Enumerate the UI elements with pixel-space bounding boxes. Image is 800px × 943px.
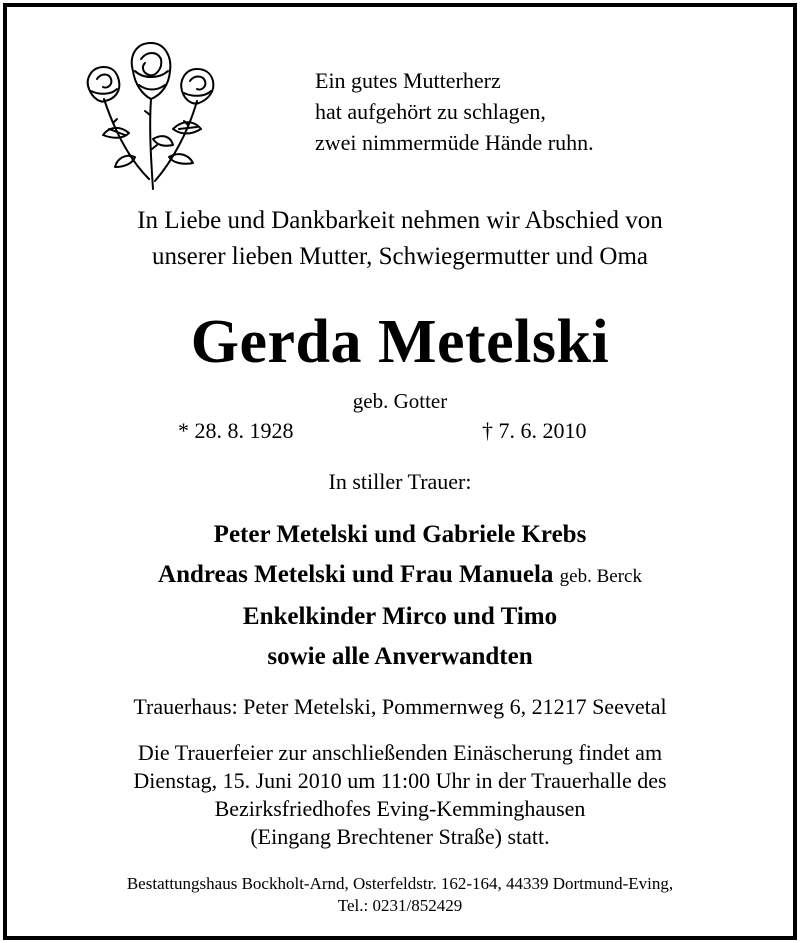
family-member: Peter Metelski und Gabriele Krebs xyxy=(213,521,587,548)
obituary-notice xyxy=(3,3,797,940)
roses-icon xyxy=(69,29,234,194)
family-member: Enkelkinder Mirco und Timo xyxy=(242,603,558,630)
family-member: sowie alle Anverwandten xyxy=(267,643,533,670)
intro-line: unserer lieben Mutter, Schwiegermutter und Oma xyxy=(151,243,649,270)
intro-text xyxy=(7,203,793,275)
birth-date: * 28. 8. 1928 xyxy=(178,418,294,443)
ceremony-line: Die Trauerfeier zur anschließenden Einäscherung findet am xyxy=(137,740,663,765)
poem-line: Ein gutes Mutterherz xyxy=(315,68,501,93)
funeral-home-info xyxy=(7,873,793,917)
maiden-name-note: geb. Berck xyxy=(559,566,642,587)
poem-line: zwei nimmermüde Hände ruhn. xyxy=(315,130,594,155)
poem-line: hat aufgehört zu schlagen, xyxy=(315,99,546,124)
family-member xyxy=(7,555,793,597)
ceremony-line: Bezirksfriedhofes Eving-Kemminghausen xyxy=(214,796,586,821)
death-date: † 7. 6. 2010 xyxy=(482,418,587,443)
family-member-name: Andreas Metelski und Frau Manuela xyxy=(158,561,554,588)
poem xyxy=(315,65,594,158)
funeral-home-phone: Tel.: 0231/852429 xyxy=(337,896,463,915)
mourning-label: In stiller Trauer: xyxy=(328,469,472,494)
maiden-name: geb. Gotter xyxy=(352,389,448,413)
funeral-home-address: Bestattungshaus Bockholt-Arnd, Osterfeldstr. 162-164, 44339 Dortmund-Eving, xyxy=(126,874,674,893)
mourning-house-address: Trauerhaus: Peter Metelski, Pommernweg 6, 21217 Seevetal xyxy=(133,694,667,719)
ceremony-details xyxy=(7,739,793,851)
family-list xyxy=(7,515,793,677)
ceremony-line: (Eingang Brechtener Straße) statt. xyxy=(250,824,550,849)
intro-line: In Liebe und Dankbarkeit nehmen wir Abschied von xyxy=(137,207,663,234)
ceremony-line: Dienstag, 15. Juni 2010 um 11:00 Uhr in der Trauerhalle des xyxy=(133,768,667,793)
deceased-name: Gerda Metelski xyxy=(190,308,610,376)
